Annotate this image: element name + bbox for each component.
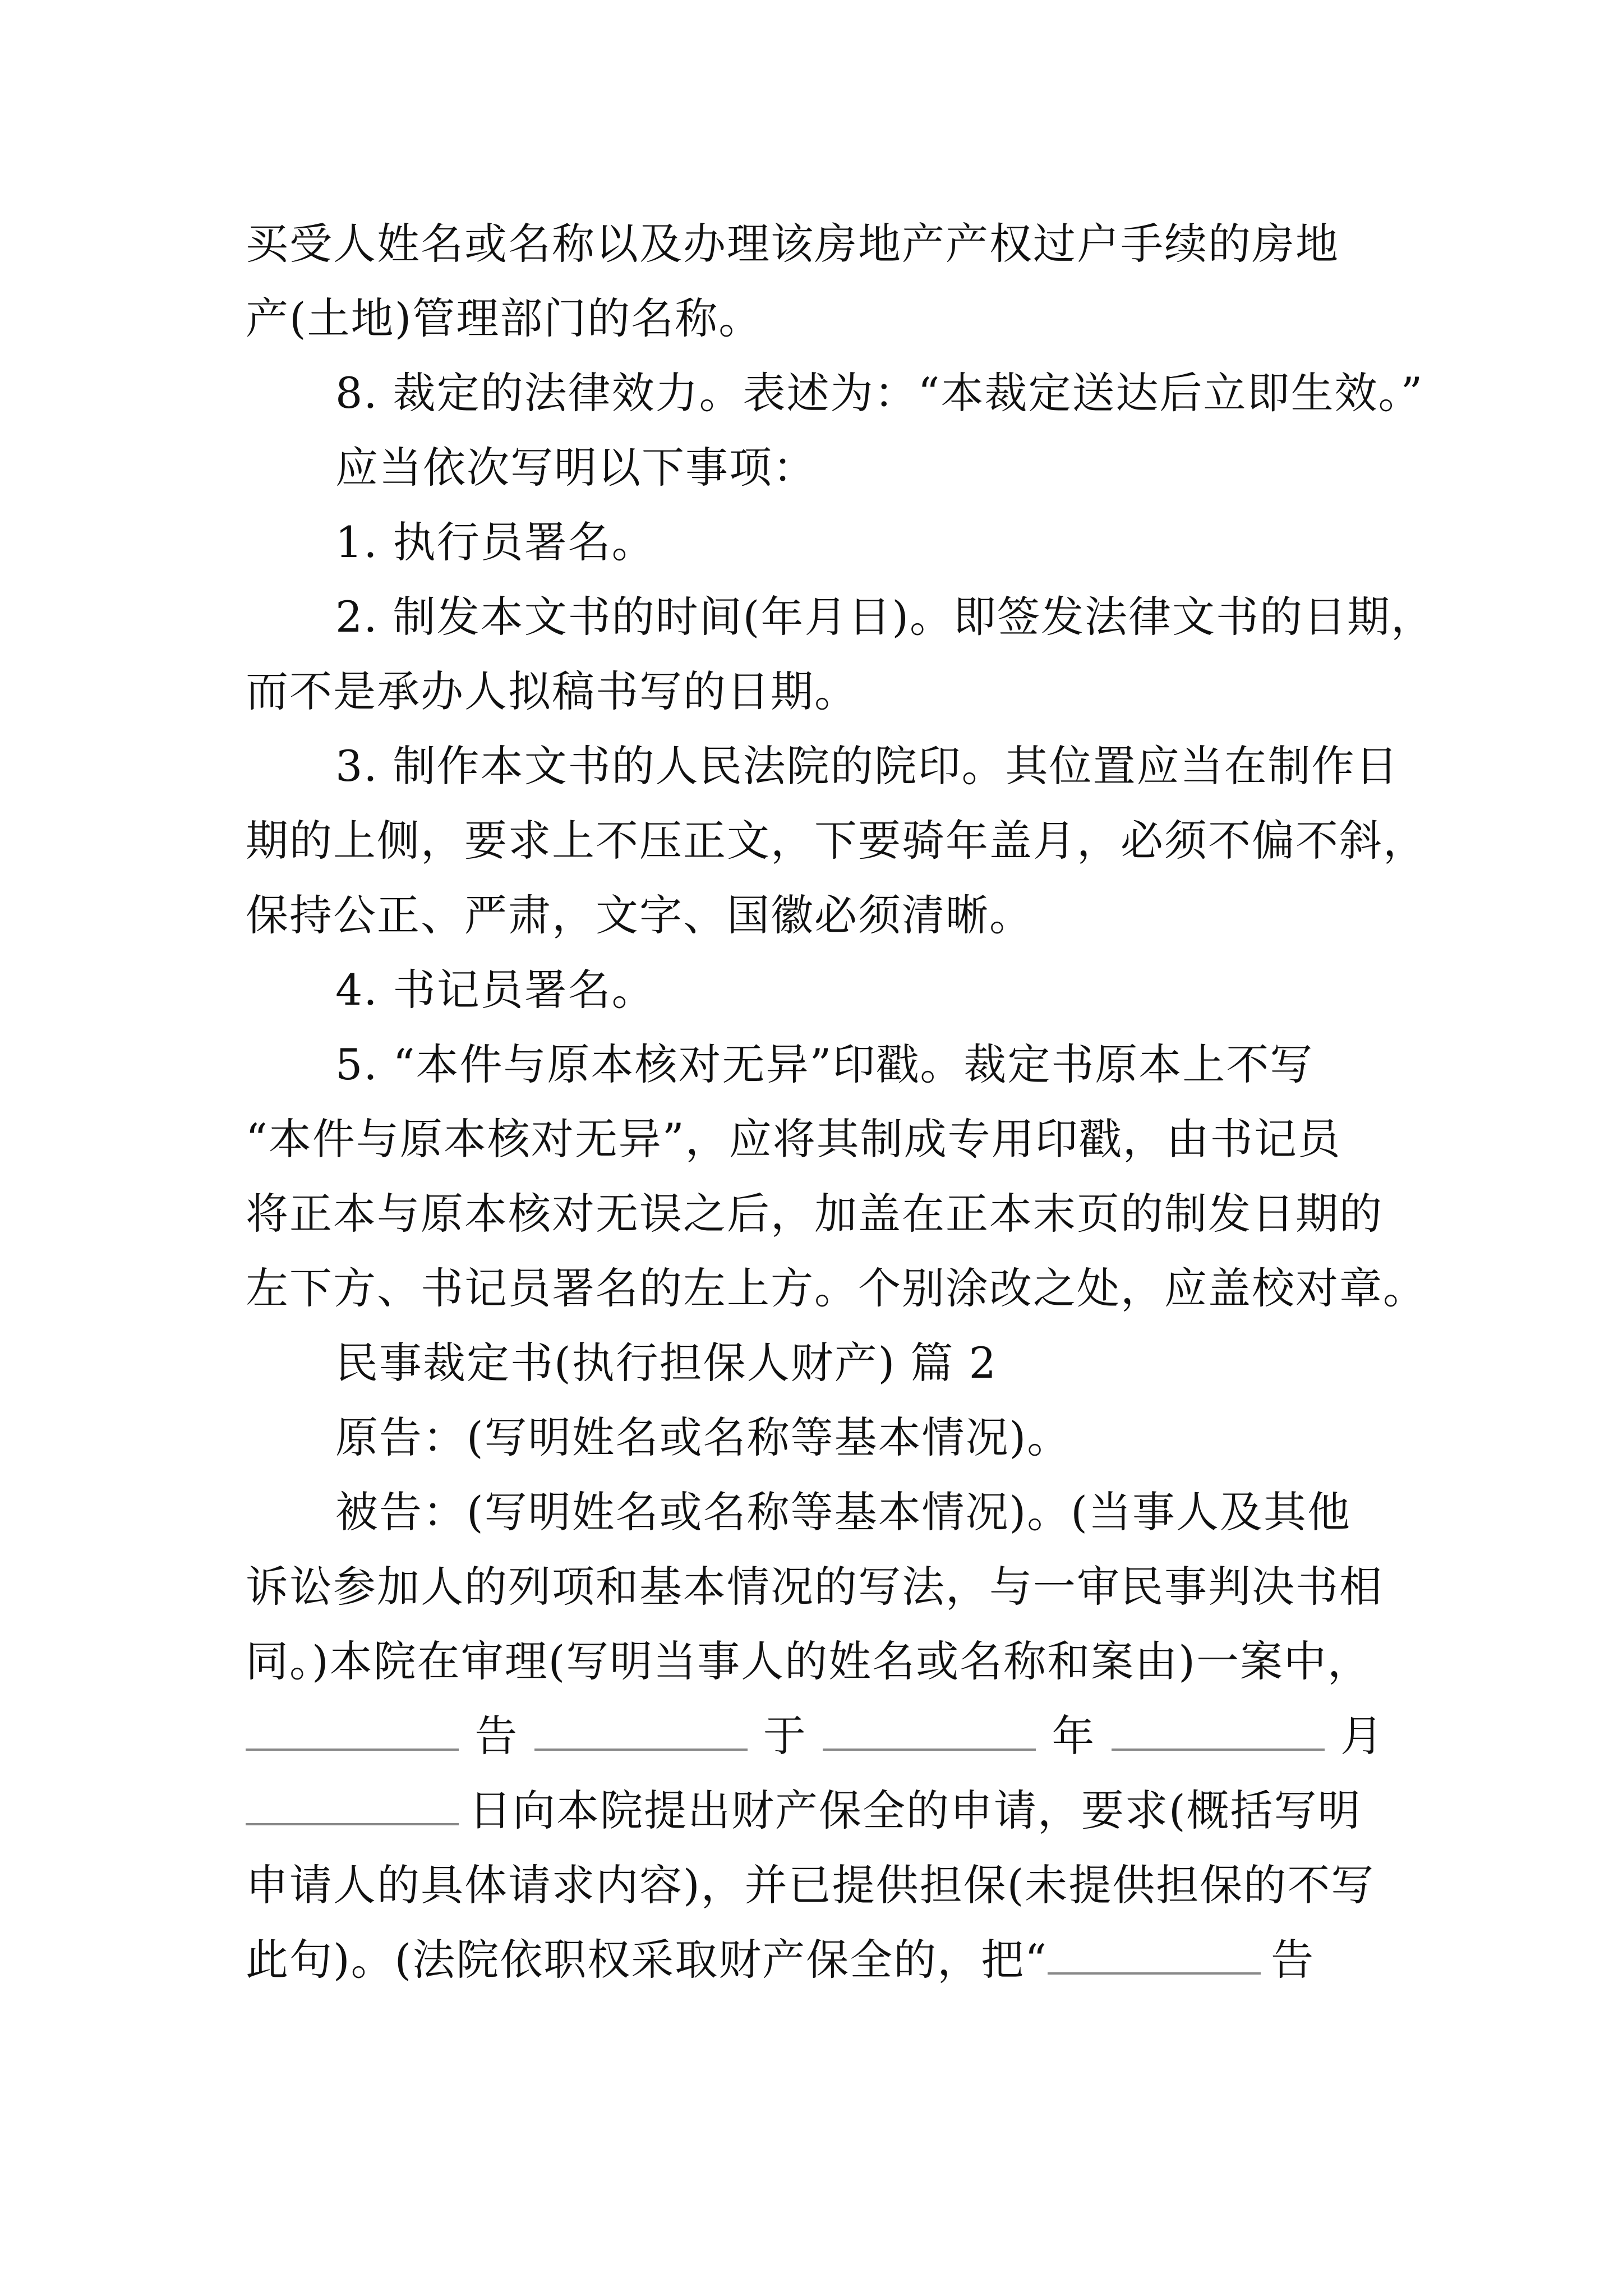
paragraph-line: 左下方、书记员署名的左上方。个别涂改之处，应盖校对章。 bbox=[246, 1263, 1427, 1313]
fill-in-line bbox=[246, 1701, 1384, 1771]
fill-in-blank bbox=[1048, 1970, 1261, 1975]
paragraph-line: 原告：(写明姓名或名称等基本情况)。 bbox=[335, 1412, 1071, 1462]
paragraph-line: 4. 书记员署名。 bbox=[335, 965, 656, 1015]
paragraph-line: 保持公正、严肃，文字、国徽必须清晰。 bbox=[246, 890, 1033, 940]
paragraph-line: 诉讼参加人的列项和基本情况的写法，与一审民事判决书相 bbox=[246, 1562, 1383, 1612]
paragraph-line: 被告：(写明姓名或名称等基本情况)。(当事人及其他 bbox=[335, 1487, 1351, 1537]
paragraph-line: 2. 制发本文书的时间(年月日)。即签发法律文书的日期， bbox=[335, 592, 1435, 642]
section-heading: 民事裁定书(执行担保人财产) 篇 2 bbox=[335, 1338, 997, 1388]
fill-in-blank bbox=[534, 1746, 748, 1751]
fill-in-blank bbox=[823, 1746, 1036, 1751]
blank-word: 告 bbox=[474, 1711, 519, 1761]
paragraph-line: 期的上侧，要求上不压正文，下要骑年盖月，必须不偏不斜， bbox=[246, 816, 1427, 866]
paragraph-line: 应当依次写明以下事项： bbox=[335, 443, 817, 493]
fill-in-line bbox=[246, 1775, 1384, 1846]
paragraph-line: “本件与原本核对无异”，应将其制成专用印戳，由书记员 bbox=[246, 1114, 1341, 1164]
paragraph-line: 同。)本院在审理(写明当事人的姓名或名称和案由)一案中， bbox=[246, 1636, 1371, 1686]
paragraph-line: 产(土地)管理部门的名称。 bbox=[246, 293, 763, 343]
blank-word: 年 bbox=[1052, 1711, 1096, 1761]
paragraph-line: 3. 制作本文书的人民法院的院印。其位置应当在制作日 bbox=[335, 741, 1399, 791]
paragraph-text: 日向本院提出财产保全的申请，要求(概括写明 bbox=[469, 1786, 1362, 1835]
paragraph-line: 而不是承办人拟稿书写的日期。 bbox=[246, 666, 858, 716]
paragraph-line: 5. “本件与原本核对无异”印戳。裁定书原本上不写 bbox=[335, 1039, 1314, 1089]
fill-in-blank bbox=[246, 1746, 459, 1751]
blank-word: 于 bbox=[763, 1711, 807, 1761]
blank-word: 月 bbox=[1340, 1711, 1384, 1761]
paragraph-line: 申请人的具体请求内容)，并已提供担保(未提供担保的不写 bbox=[246, 1860, 1375, 1910]
paragraph-line: 将正本与原本核对无误之后，加盖在正本末页的制发日期的 bbox=[246, 1189, 1383, 1239]
paragraph-text: 此句)。(法院依职权采取财产保全的，把“ bbox=[246, 1935, 1048, 1985]
blank-word: 告 bbox=[1271, 1935, 1315, 1985]
paragraph-line: 买受人姓名或名称以及办理该房地产产权过户手续的房地 bbox=[246, 219, 1339, 269]
fill-in-blank bbox=[246, 1821, 459, 1825]
fill-in-line bbox=[246, 1925, 1384, 1995]
paragraph-line: 8. 裁定的法律效力。表述为：“本裁定送达后立即生效。” bbox=[335, 368, 1424, 418]
fill-in-blank bbox=[1112, 1746, 1325, 1751]
paragraph-line: 1. 执行员署名。 bbox=[335, 517, 656, 567]
